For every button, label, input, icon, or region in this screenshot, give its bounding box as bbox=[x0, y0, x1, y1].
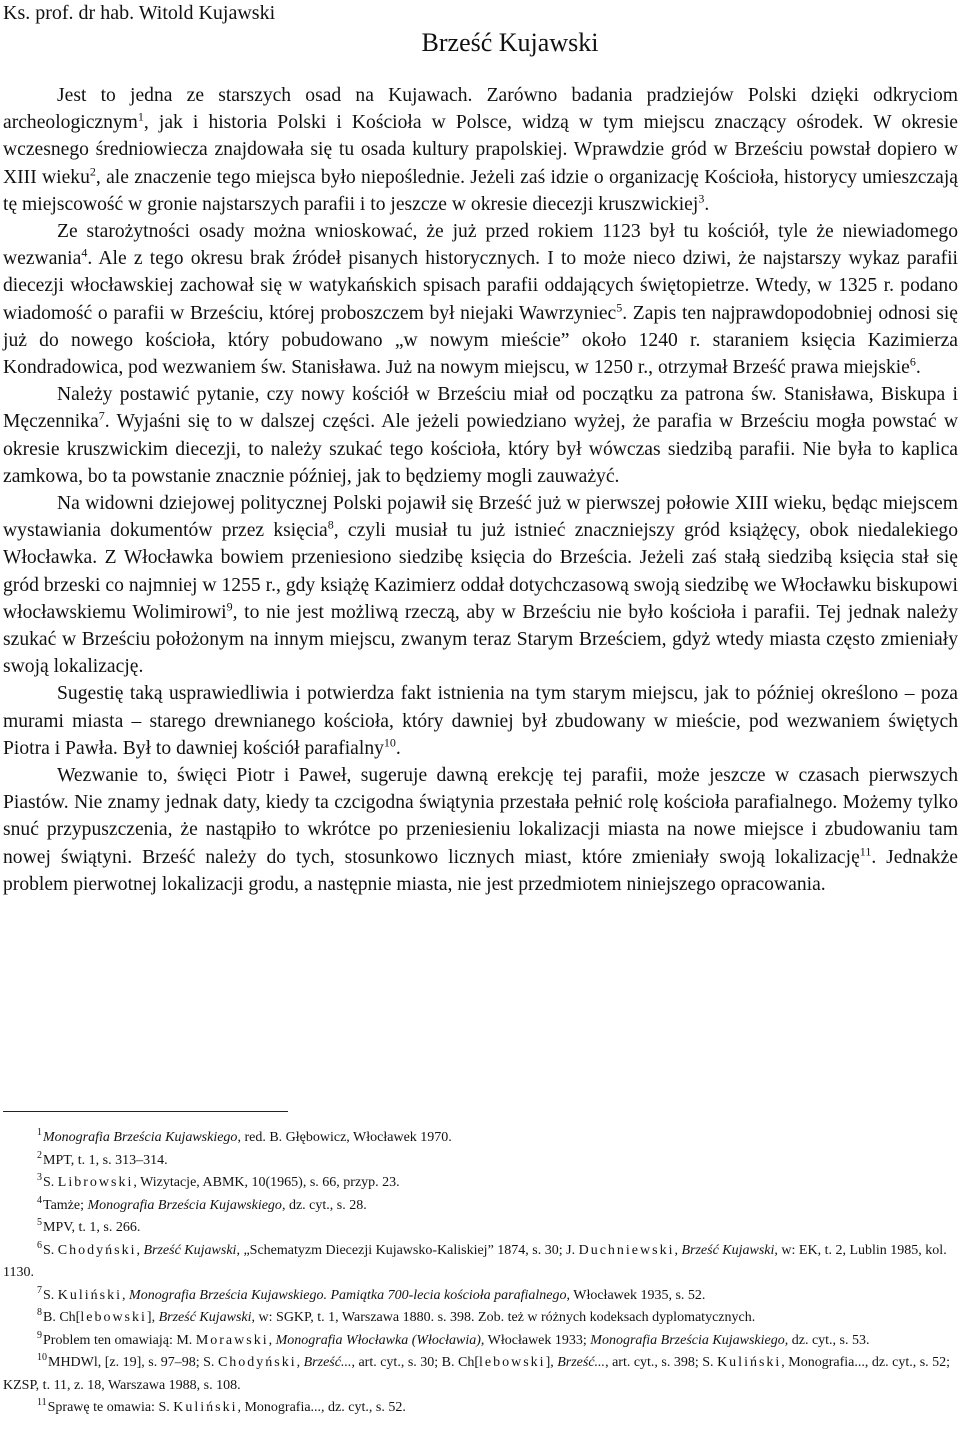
body-paragraph bbox=[3, 762, 958, 898]
footnote-number: 4 bbox=[37, 1194, 42, 1206]
footnote-number: 8 bbox=[37, 1307, 42, 1319]
italic-title: Brześć... bbox=[303, 1355, 352, 1370]
text-run: , Monografia..., dz. cyt., s. 52. bbox=[237, 1400, 406, 1415]
italic-title: Monografia Włocławka (Włocławia) bbox=[275, 1332, 481, 1348]
text-run: , bbox=[674, 1242, 682, 1258]
text-run: , „Schematyzm Diecezji Kujawsko-Kaliskiej” 1874, s. 30; J. bbox=[236, 1242, 579, 1258]
spaced-author-name: Kuliński bbox=[173, 1400, 238, 1415]
footnote-number: 9 bbox=[37, 1329, 42, 1341]
text-run: . Ale z tego okresu brak źródeł pisanych historycznych. I to może nieco dziwi, że najstarszy wykaz parafii diecezji włocławskiej zachował się w watykańskich spisach parafii oddających świętopietrze. Wtedy, w 1325 r. podano wiadomość o parafii w Brześciu, której proboszczem był niejaki Wawrzyniec bbox=[3, 248, 958, 324]
footnote bbox=[3, 1217, 958, 1240]
footnote-number: 1 bbox=[37, 1127, 42, 1139]
text-run: . Jednakże problem pierwotnej lokalizacji grodu, a następnie miasta, nie jest przedmiotem niniejszego opracowania. bbox=[3, 846, 958, 895]
text-run: , Monografia..., dz. cyt., s. 52; KZSP, t. 11, z. 18, Warszawa 1988, s. 108. bbox=[3, 1355, 951, 1393]
text-run: , bbox=[136, 1242, 144, 1258]
text-run: . bbox=[704, 193, 710, 215]
footnote bbox=[3, 1330, 958, 1353]
text-run: Problem ten omawiają: M. bbox=[43, 1332, 196, 1348]
footnote-ref: 1 bbox=[137, 109, 144, 124]
footnote-ref: 6 bbox=[909, 354, 916, 369]
footnote-number: 7 bbox=[37, 1284, 42, 1296]
footnote-ref: 4 bbox=[81, 245, 88, 260]
body-paragraph bbox=[3, 490, 958, 680]
footnote bbox=[3, 1397, 958, 1420]
spaced-author-name: Morawski bbox=[195, 1332, 269, 1348]
author-line: Ks. prof. dr hab. Witold Kujawski bbox=[3, 2, 276, 24]
footnote bbox=[3, 1172, 958, 1195]
footnote-ref: 7 bbox=[98, 408, 105, 423]
text-run: , to nie jest możliwą rzeczą, aby w Brześciu nie było kościoła i parafii. Tej jednak należy szukać w Brześciu położonym na innym miejscu, zwanym teraz Starym Brześciem, gdyż wtedy miasta często zmieniały swoją lokalizację. bbox=[3, 601, 958, 678]
spaced-author-name: Chodyński bbox=[217, 1355, 297, 1370]
footnote-number: 3 bbox=[37, 1172, 42, 1184]
text-run: ], bbox=[545, 1355, 558, 1370]
text-run: Na widowni dziejowej politycznej Polski pojawił się Brześć już w pierwszej połowie XIII wieku, będąc miejscem wystawiania dokumentów przez księcia bbox=[3, 493, 958, 542]
text-run: B. Ch[ bbox=[43, 1310, 81, 1325]
body-paragraph bbox=[3, 680, 958, 762]
text-run: Ze starożytności osady można wnioskować, że już przed rokiem 1123 był tu kościół, tyle że niewiadomego wezwania bbox=[3, 221, 958, 270]
italic-title: Monografia Brześcia Kujawskiego bbox=[43, 1130, 238, 1145]
text-run: MHDWl, [z. 19], s. 97–98; S. bbox=[48, 1355, 218, 1370]
footnote bbox=[3, 1352, 958, 1397]
italic-title: Monografia Brześcia Kujawskiego bbox=[590, 1332, 785, 1348]
italic-title: Brześć... bbox=[557, 1355, 606, 1370]
text-run: Tamże; bbox=[43, 1197, 88, 1213]
footnote-ref: 2 bbox=[89, 164, 96, 179]
spaced-author-name: Chodyński bbox=[57, 1242, 137, 1258]
italic-title: Brześć Kujawski bbox=[158, 1310, 252, 1325]
text-run: S. bbox=[43, 1242, 58, 1258]
text-run: S. bbox=[43, 1175, 58, 1190]
text-run: , bbox=[122, 1287, 130, 1303]
text-run: Jest to jedna ze starszych osad na Kujawach. Zarówno badania pradziejów Polski dzięki odkryciom archeologicznym bbox=[3, 85, 958, 134]
text-run: , Włocławek 1935, s. 52. bbox=[566, 1287, 706, 1303]
text-run: , Wizytacje, ABMK, 10(1965), s. 66, przyp. 23. bbox=[133, 1175, 400, 1190]
footnote-ref: 11 bbox=[859, 844, 872, 859]
text-run: , dz. cyt., s. 53. bbox=[784, 1332, 870, 1348]
footnote bbox=[3, 1285, 958, 1308]
body-paragraph bbox=[3, 82, 958, 218]
footnote bbox=[3, 1307, 958, 1330]
footnote-number: 10 bbox=[37, 1352, 47, 1364]
footnote-ref: 9 bbox=[226, 599, 233, 614]
text-run: ], bbox=[146, 1310, 159, 1325]
document-title: Brześć Kujawski bbox=[421, 28, 599, 57]
text-run: , jak i historia Polski i Kościoła w Polsce, widzą w tym miejscu znaczący ośrodek. W okresie wczesnego średniowiecza znajdowała się tu osada kultury prapolskiej. Wprawdzie gród w Brześciu powstał dopiero w XIII wieku bbox=[3, 112, 958, 188]
footnotes bbox=[3, 1127, 958, 1420]
main-text bbox=[3, 82, 958, 898]
italic-title: Monografia Brześcia Kujawskiego bbox=[87, 1197, 282, 1213]
text-run: , art. cyt., s. 398; S. bbox=[605, 1355, 718, 1370]
text-run: S. bbox=[43, 1287, 58, 1303]
text-run: Sprawę te omawia: S. bbox=[47, 1400, 174, 1415]
text-run: MPV, t. 1, s. 266. bbox=[43, 1220, 141, 1235]
text-run: , dz. cyt., s. 28. bbox=[281, 1197, 367, 1213]
footnote-ref: 10 bbox=[383, 735, 396, 750]
text-run: , ale znaczenie tego miejsca było niepoślednie. Jeżeli zaś idzie o organizację Kościoła, historycy umieszczają tę miejscowość w gronie najstarszych parafii i to jeszcze w okresie diecezji kruszwickiej bbox=[3, 166, 958, 215]
spaced-author-name: Librowski bbox=[57, 1175, 134, 1190]
footnote bbox=[3, 1127, 958, 1150]
footnote bbox=[3, 1195, 958, 1218]
footnote bbox=[3, 1240, 958, 1285]
text-run: . bbox=[915, 357, 921, 379]
spaced-author-name: Kuliński bbox=[57, 1287, 123, 1303]
footnote-separator bbox=[3, 1111, 288, 1112]
body-paragraph bbox=[3, 218, 958, 381]
text-run: Należy postawić pytanie, czy nowy kościół w Brześciu miał od początku za patrona św. Stanisława, Biskupa i Męczennika bbox=[3, 384, 958, 433]
footnote-number: 5 bbox=[37, 1217, 42, 1229]
text-run: . bbox=[395, 737, 401, 759]
text-run: , w: EK, t. 2, Lublin 1985, kol. 1130. bbox=[3, 1242, 947, 1280]
footnote-ref: 3 bbox=[698, 191, 705, 206]
footnote-number: 2 bbox=[37, 1149, 42, 1161]
footnote bbox=[3, 1150, 958, 1173]
text-run: , bbox=[296, 1355, 304, 1370]
spaced-author-name: lebowski bbox=[80, 1310, 147, 1325]
footnote-ref: 8 bbox=[327, 517, 334, 532]
footnote-number: 6 bbox=[37, 1239, 42, 1251]
spaced-author-name: Kuliński bbox=[717, 1355, 782, 1370]
text-run: , red. B. Głębowicz, Włocławek 1970. bbox=[237, 1130, 452, 1145]
text-run: Sugestię taką usprawiedliwia i potwierdza fakt istnienia na tym starym miejscu, jak to później określono – poza murami miasta – starego drewnianego kościoła, który dawniej był zbudowany w mieście, pod wezwaniem świętych Piotra i Pawła. Był to dawniej kościół parafialny bbox=[3, 683, 958, 759]
italic-title: Brześć Kujawski bbox=[143, 1242, 237, 1258]
footnote-number: 11 bbox=[37, 1397, 47, 1409]
text-run: , czyli musiał tu już istnieć znaczniejszy gród książęcy, obok niedalekiego Włocławka. Z Włocławka bowiem przeniesiono siedzibę księcia do Brześcia. Jeżeli zaś stałą siedzibą księcia stał się gród brzeski co najmniej w 1255 r., gdy książę Kazimierz oddał dotychczasową swoją siedzibę we Włocławku biskupowi włocławskiemu Wolimirowi bbox=[3, 520, 958, 623]
text-run: . Zapis ten najprawdopodobniej odnosi się już do nowego kościoła, który pobudowano „w nowym mieście” około 1240 r. staraniem księcia Kazimierza Kondradowica, pod wezwaniem św. Stanisława. Już na nowym miejscu, w 1250 r., otrzymał Brześć prawa miejskie bbox=[3, 302, 959, 379]
text-run: , w: SGKP, t. 1, Warszawa 1880. s. 398. Zob. też w różnych kodeksach dyplomatycznych. bbox=[251, 1310, 756, 1325]
text-run: , art. cyt., s. 30; B. Ch[ bbox=[351, 1355, 479, 1370]
text-run: , bbox=[268, 1332, 276, 1348]
italic-title: Monografia Brześcia Kujawskiego. Pamiątka 700-lecia kościoła parafialnego bbox=[129, 1287, 567, 1303]
text-run: MPT, t. 1, s. 313–314. bbox=[43, 1152, 168, 1168]
text-run: , Włocławek 1933; bbox=[480, 1332, 591, 1348]
footnote-ref: 5 bbox=[616, 300, 623, 315]
spaced-author-name: lebowski bbox=[479, 1355, 546, 1370]
body-paragraph bbox=[3, 381, 958, 490]
spaced-author-name: Duchniewski bbox=[578, 1242, 675, 1258]
italic-title: Brześć Kujawski bbox=[681, 1242, 775, 1258]
text-run: . Wyjaśni się to w dalszej części. Ale jeżeli powiedziano wyżej, że parafia w Brześciu mogła powstać w okresie kruszwickim diecezji, to należy szukać tego kościoła, który był wówczas siedzibą parafii. Nie była to kaplica zamkowa, bo ta powstanie znacznie później, jak to będziemy mogli zauważyć. bbox=[3, 411, 958, 487]
text-run: Wezwanie to, święci Piotr i Paweł, sugeruje dawną erekcję tej parafii, może jeszcze w czasach pierwszych Piastów. Nie znamy jednak daty, kiedy ta czcigodna świątynia przestała pełnić rolę kościoła parafialnego. Możemy tylko snuć przypuszczenia, że nastąpiło to wkrótce po przeniesieniu lokalizacji miasta na nowe miejsce i zbudowaniu tam nowej świątyni. Brześć należy do tych, stosunkowo licznych miast, które zmieniały swoją lokalizację bbox=[3, 765, 958, 868]
